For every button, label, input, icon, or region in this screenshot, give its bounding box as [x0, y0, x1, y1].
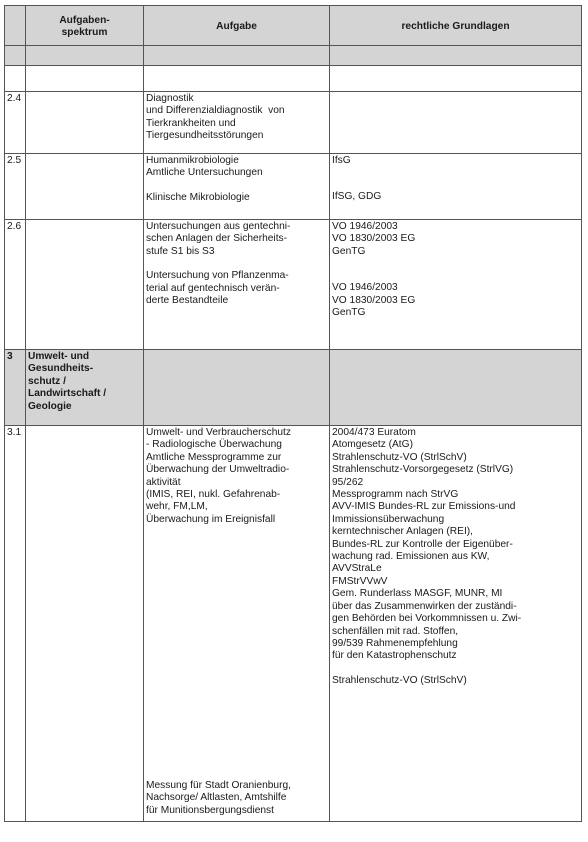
header-spectrum-label: Aufgaben- spektrum — [59, 14, 110, 38]
row-number: 2.5 — [5, 154, 26, 220]
legal-text: VO 1946/2003 VO 1830/2003 EG GenTG — [332, 282, 416, 319]
legal-basis-cell — [330, 220, 582, 350]
blank-cell — [330, 66, 582, 92]
task-cell — [144, 220, 330, 350]
spacer-cell — [26, 46, 144, 66]
header-number — [5, 6, 26, 46]
spectrum-cell — [26, 92, 144, 154]
task-text: Klinische Mikrobiologie — [146, 191, 250, 203]
header-row — [5, 6, 582, 46]
spectrum-cell — [26, 220, 144, 350]
task-cell — [144, 92, 330, 154]
row-number: 3.1 — [5, 426, 26, 822]
header-task: Aufgabe — [144, 6, 330, 46]
spectrum-cell — [26, 350, 144, 426]
legal-basis-cell — [330, 154, 582, 220]
blank-cell — [26, 66, 144, 92]
legal-basis-table — [4, 5, 582, 822]
task-text: Untersuchungen aus gentechni- schen Anlagen der Sicherheits- stufe S1 bis S3 — [146, 221, 291, 257]
table-row — [5, 426, 582, 822]
blank-cell — [144, 66, 330, 92]
task-text: Untersuchung von Pflanzenma- terial auf gentechnisch verän- derte Bestandteile — [146, 270, 289, 307]
header-spectrum — [26, 6, 144, 46]
task-text: Diagnostik und Differenzialdiagnostik von Tierkrankheiten und Tiergesundheitsstörungen — [146, 93, 285, 142]
section-row — [5, 350, 582, 426]
task-text: Umwelt- und Verbraucherschutz - Radiologische Überwachung Amtliche Messprogramme zur Überwachung der Umweltradio- aktivität (IMIS, REI, nukl. Gefahrenab- wehr, FM,LM, Überwachung im Ereignisfall — [146, 427, 291, 525]
spectrum-cell — [26, 154, 144, 220]
task-cell — [144, 350, 330, 426]
task-text: Messung für Stadt Oranienburg, Nachsorge/ Altlasten, Amtshilfe für Munitionsbergungsdienst — [146, 779, 291, 816]
legal-text: 2004/473 Euratom Atomgesetz (AtG) Strahlenschutz-VO (StrlSchV) Strahlenschutz-Vorsorgegesetz (StrlVG) 95/262 Messprogramm nach StrVG AVV-IMIS Bundes-RL zur Emissions-und Immissionsüberwachung kerntechnischer Anlagen (REI), Bundes-RL zur Kontrolle der Eigenüber- wachung rad. Emissionen aus KW, AVVStraLe FMStrVVwV Gem. Runderlass MASGF, MUNR, MI über das Zusammenwirken der zuständi- gen Behörden bei Vorkommnissen u. Zwi- schenfällen mit rad. Stoffen, 99/539 Rahmenempfehlung für den Katastrophenschutz — [332, 427, 522, 662]
legal-text: IfsG — [332, 155, 351, 166]
spectrum-text: Umwelt- und Gesundheits- schutz / Landwirtschaft / Geologie — [28, 351, 107, 412]
table-row — [5, 220, 582, 350]
spectrum-cell — [26, 426, 144, 822]
legal-basis-cell — [330, 350, 582, 426]
legal-basis-cell — [330, 92, 582, 154]
task-cell — [144, 426, 330, 822]
row-number: 2.4 — [5, 92, 26, 154]
legal-text: Strahlenschutz-VO (StrlSchV) — [332, 674, 467, 686]
legal-basis-cell — [330, 426, 582, 822]
legal-text: IfSG, GDG — [332, 191, 382, 203]
row-number: 3 — [5, 350, 26, 426]
blank-row — [5, 66, 582, 92]
task-text: Humanmikrobiologie Amtliche Untersuchungen — [146, 155, 263, 179]
task-cell — [144, 154, 330, 220]
spacer-cell — [5, 46, 26, 66]
table-row — [5, 154, 582, 220]
row-number: 2.6 — [5, 220, 26, 350]
blank-cell — [5, 66, 26, 92]
spacer-cell — [144, 46, 330, 66]
legal-text: VO 1946/2003 VO 1830/2003 EG GenTG — [332, 221, 416, 257]
shaded-spacer-row — [5, 46, 582, 66]
spacer-cell — [330, 46, 582, 66]
header-legal-basis: rechtliche Grundlagen — [330, 6, 582, 46]
table-row — [5, 92, 582, 154]
